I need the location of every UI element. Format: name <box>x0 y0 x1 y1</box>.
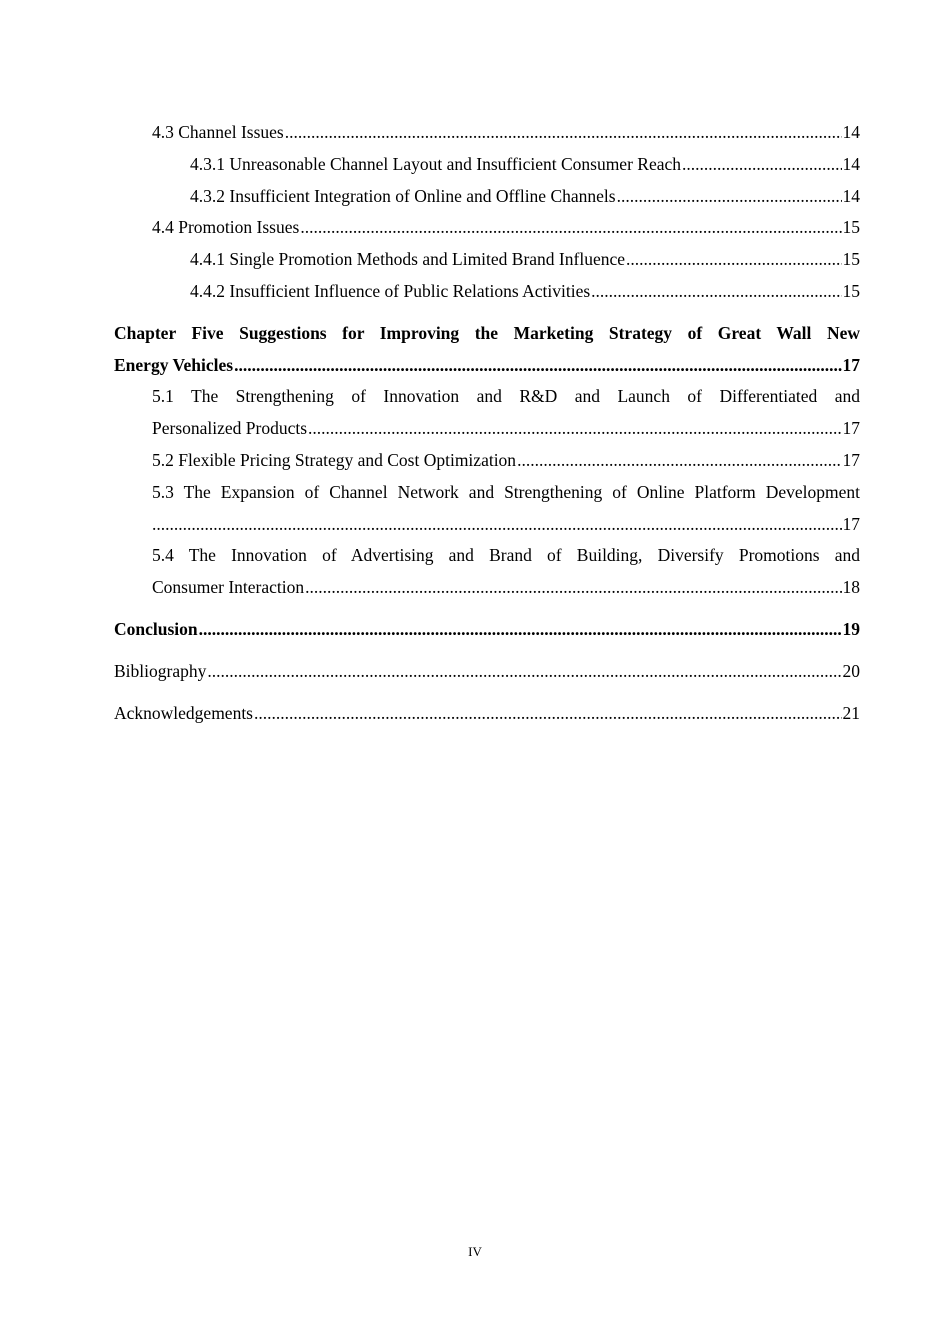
toc-page-number: 17 <box>842 449 860 470</box>
toc-entry-title: Acknowledgements <box>114 702 253 723</box>
toc-page-number: 15 <box>842 249 860 270</box>
toc-entry-title: Conclusion <box>114 618 198 639</box>
toc-entry-4-4-1[interactable] <box>114 244 860 276</box>
toc-page-number: 17 <box>842 513 860 534</box>
toc-entry-title: 4.3 Channel Issues <box>152 122 284 142</box>
toc-entry-5-2[interactable] <box>114 445 860 477</box>
toc-entry-4-4-2[interactable] <box>114 276 860 308</box>
toc-leader-dots <box>682 149 842 181</box>
toc-leader-dots <box>300 212 841 244</box>
toc-leader-dots <box>305 572 841 604</box>
toc-entry-4-3[interactable] <box>114 117 860 149</box>
toc-leader-dots <box>254 698 842 730</box>
toc-entry-title-line2: Energy Vehicles <box>114 354 234 375</box>
toc-leader-dots <box>285 117 842 149</box>
toc-entry-title: 4.3.1 Unreasonable Channel Layout and Insufficient Consumer Reach <box>190 153 681 174</box>
toc-leader-dots <box>308 413 841 445</box>
toc-entry-title-line1: 5.4 The Innovation of Advertising and Brand of Building, Diversify Promotions and <box>152 545 860 566</box>
toc-entry-title-line2: Personalized Products <box>152 418 308 439</box>
toc-entry-acknowledgements[interactable] <box>114 698 860 730</box>
toc-entry-5-4[interactable] <box>114 540 860 604</box>
toc-entry-title-line1: 5.1 The Strengthening of Innovation and R&D and Launch of Differentiated and <box>152 386 860 407</box>
toc-page-number: 21 <box>842 702 860 723</box>
toc-leader-dots <box>591 276 841 308</box>
toc-entry-title: 4.4 Promotion Issues <box>152 217 300 238</box>
toc-entry-title-line1: Chapter Five Suggestions for Improving the Marketing Strategy of Great Wall New <box>114 322 860 343</box>
toc-entry-title-line1: 5.3 The Expansion of Channel Network and Strengthening of Online Platform Development <box>152 481 860 502</box>
toc-leader-dots <box>234 350 841 382</box>
toc-page-number: 15 <box>842 217 860 238</box>
toc-entry-title: Bibliography <box>114 660 207 681</box>
toc-entry-bibliography[interactable] <box>114 656 860 688</box>
toc-leader-dots <box>517 445 841 477</box>
toc-page-number: 19 <box>842 618 860 639</box>
toc-entry-title: 4.4.2 Insufficient Influence of Public Relations Activities <box>190 280 591 301</box>
toc-entry-4-3-1[interactable] <box>114 149 860 181</box>
toc-page-number: 14 <box>842 153 860 174</box>
toc-entry-5-3[interactable] <box>114 477 860 541</box>
toc-page-number: 17 <box>842 354 860 375</box>
toc-entry-5-1[interactable] <box>114 381 860 445</box>
toc-entry-4-3-2[interactable] <box>114 181 860 213</box>
toc-leader-dots <box>617 181 842 213</box>
toc-page-number: 18 <box>842 577 860 598</box>
toc-entry-4-4[interactable] <box>114 212 860 244</box>
toc-page-number: 20 <box>842 660 860 681</box>
toc-page-number: 14 <box>842 185 860 206</box>
table-of-contents <box>114 117 860 729</box>
toc-entry-title: 5.2 Flexible Pricing Strategy and Cost Optimization <box>152 449 517 470</box>
toc-page-number: 17 <box>842 418 860 439</box>
toc-leader-dots <box>199 614 842 646</box>
toc-entry-title: 4.3.2 Insufficient Integration of Online and Offline Channels <box>190 185 616 206</box>
toc-leader-dots <box>626 244 841 276</box>
toc-page-number: 15 <box>842 280 860 301</box>
toc-entry-title: 4.4.1 Single Promotion Methods and Limited Brand Influence <box>190 249 626 270</box>
toc-entry-title-line2: Consumer Interaction <box>152 577 305 598</box>
toc-entry-conclusion[interactable] <box>114 614 860 646</box>
toc-entry-chapter-five[interactable] <box>114 318 860 382</box>
toc-leader-dots <box>207 656 841 688</box>
toc-page-number: 14 <box>842 122 860 142</box>
toc-leader-dots <box>152 509 842 541</box>
page-footer-number: IV <box>468 1244 482 1259</box>
